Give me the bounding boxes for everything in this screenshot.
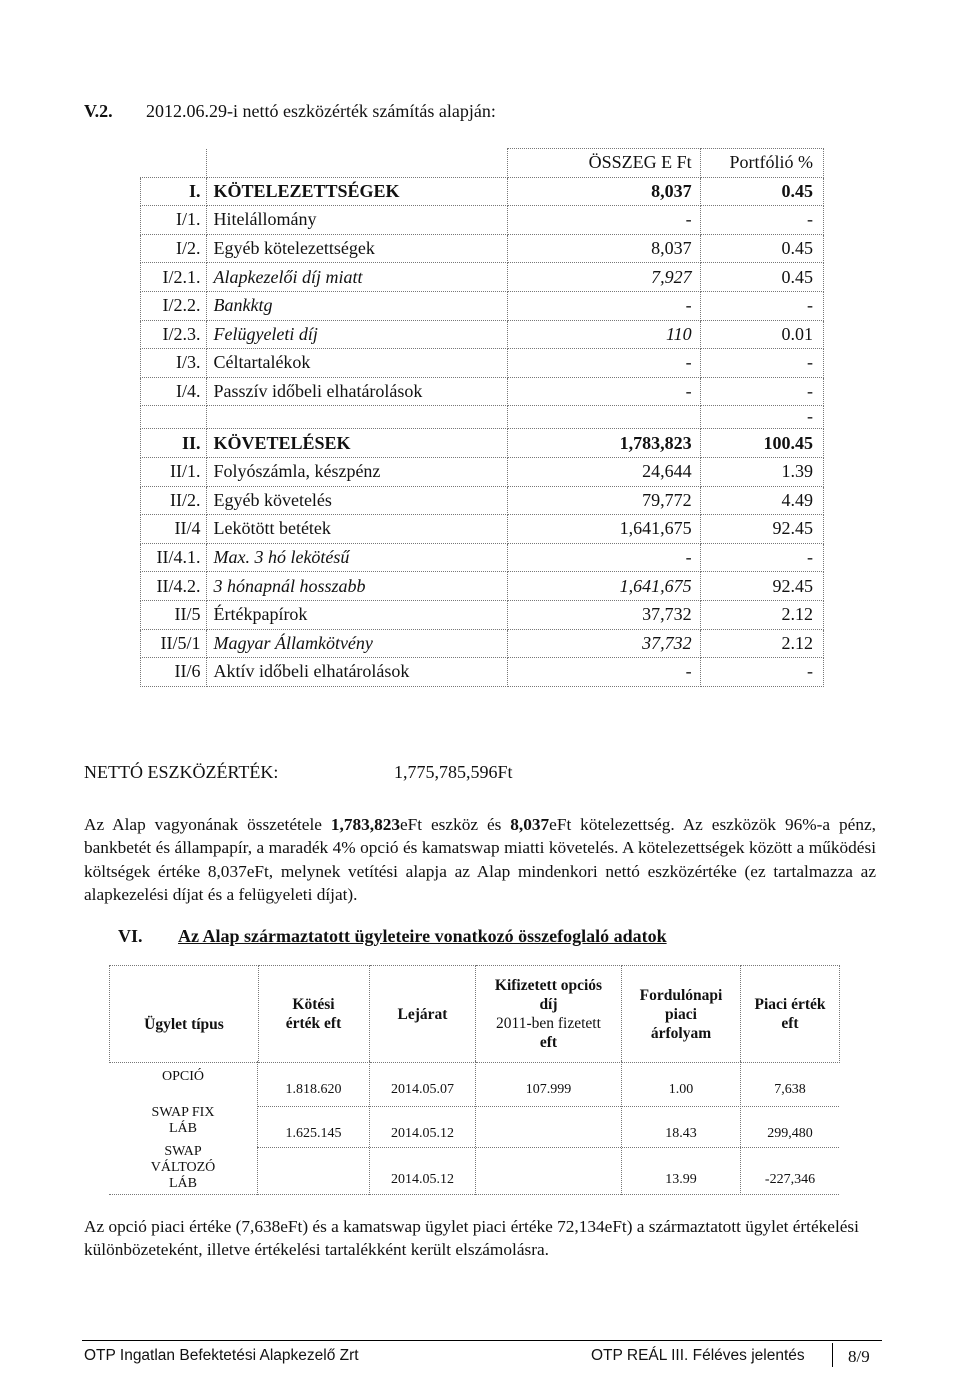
- row-portfolio-pct: 0.01: [700, 320, 823, 349]
- footer-divider: [82, 1340, 882, 1341]
- row-label: Hitelállomány: [207, 206, 507, 235]
- row-rate: 1.00: [668, 1082, 694, 1097]
- row-market-value: -227,346: [764, 1172, 816, 1187]
- row-portfolio-pct: -: [700, 291, 823, 320]
- row-code: II/4.2.: [141, 572, 207, 601]
- row-portfolio-pct: -: [700, 406, 823, 429]
- row-code: I/1.: [141, 206, 207, 235]
- row-label: 3 hónapnál hosszabb: [207, 572, 507, 601]
- col-header-sum: ÖSSZEG E Ft: [507, 149, 700, 178]
- row-code: I/2.: [141, 234, 207, 263]
- table-row: [141, 377, 824, 406]
- table-row: [141, 572, 824, 601]
- net-asset-amount: 1,775,785,596Ft: [394, 762, 513, 782]
- row-label: Folyószámla, készpénz: [207, 457, 507, 486]
- row-code: II/4.1.: [141, 543, 207, 572]
- assets-amount: 1,783,823: [330, 815, 400, 834]
- row-sum: 24,644: [507, 457, 700, 486]
- net-asset-table: [140, 148, 824, 687]
- row-label: [207, 406, 507, 429]
- row-maturity: 2014.05.07: [391, 1082, 454, 1097]
- row-label: Értékpapírok: [207, 600, 507, 629]
- row-label: Magyar Államkötvény: [207, 629, 507, 658]
- row-market-value: 7,638: [774, 1082, 806, 1097]
- row-code: II.: [141, 429, 207, 458]
- row-sum: [507, 406, 700, 429]
- col-header-type: Ügylet típus: [109, 965, 259, 1063]
- row-sum: 8,037: [507, 234, 700, 263]
- valuation-paragraph: Az opció piaci értéke (7,638eFt) és a kamatswap ügylet piaci értéke 72,134eFt) a származtatott ügylet értékelési különbözeteként, illetve értékelési tartalékként került elszámolásra.: [84, 1217, 859, 1259]
- row-code: II/5: [141, 600, 207, 629]
- table-row: [141, 349, 824, 378]
- col-header-premium: Kifizetett opciós díj 2011-ben fizetett eft: [476, 965, 622, 1063]
- section-title: 2012.06.29-i nettó eszközérték számítás alapján:: [146, 101, 496, 121]
- row-type: SWAP VÁLTOZÓ LÁB: [150, 1144, 216, 1191]
- row-sum: -: [507, 543, 700, 572]
- row-label: Alapkezelői díj miatt: [207, 263, 507, 292]
- row-code: II/6: [141, 658, 207, 687]
- row-code: II/5/1: [141, 629, 207, 658]
- table-row: [141, 206, 824, 235]
- row-portfolio-pct: 92.45: [700, 515, 823, 544]
- row-portfolio-pct: 1.39: [700, 457, 823, 486]
- table-row: [141, 234, 824, 263]
- row-portfolio-pct: 2.12: [700, 600, 823, 629]
- row-portfolio-pct: -: [700, 349, 823, 378]
- row-sum: 7,927: [507, 263, 700, 292]
- row-portfolio-pct: 0.45: [700, 263, 823, 292]
- row-sum: -: [507, 206, 700, 235]
- row-code: I/2.3.: [141, 320, 207, 349]
- row-portfolio-pct: -: [700, 377, 823, 406]
- composition-paragraph: Az Alap vagyonának összetétele 1,783,823eFt eszköz és 8,037eFt kötelezettség. Az eszközök 96%-a pénz, bankbetét és állampapír, a maradék 4% opció és kamatswap miatti követelés. A kötelezettségek között a működési költségek értéke 8,037eFt, melynek vetítési alapja az Alap mindenkori nettó eszközértéke (ez tartalmazza az alapkezelési díjat és a felügyeleti díjat).: [84, 815, 876, 904]
- row-label: Céltartalékok: [207, 349, 507, 378]
- row-sum: 8,037: [507, 177, 700, 206]
- table-row: [141, 457, 824, 486]
- table-row: [141, 629, 824, 658]
- row-rate: 18.43: [665, 1126, 697, 1141]
- section-title: Az Alap származtatott ügyleteire vonatkozó összefoglaló adatok: [178, 926, 667, 946]
- row-portfolio-pct: 0.45: [700, 234, 823, 263]
- derivatives-table: [109, 965, 839, 1195]
- row-label: Max. 3 hó lekötésű: [207, 543, 507, 572]
- row-sum: 37,732: [507, 629, 700, 658]
- table-row: [141, 429, 824, 458]
- table-row: [141, 320, 824, 349]
- net-asset-label: NETTÓ ESZKÖZÉRTÉK:: [84, 762, 279, 782]
- col-header-portfolio: Portfólió %: [700, 149, 823, 178]
- row-code: I/2.1.: [141, 263, 207, 292]
- row-portfolio-pct: -: [700, 658, 823, 687]
- net-asset-value: [84, 762, 513, 783]
- row-sum: -: [507, 291, 700, 320]
- table-row: [141, 263, 824, 292]
- row-type: OPCIÓ: [161, 1069, 204, 1084]
- col-header-contract-value: Kötési érték eft: [258, 965, 370, 1063]
- row-label: KÖVETELÉSEK: [207, 429, 507, 458]
- row-portfolio-pct: 4.49: [700, 486, 823, 515]
- table-header-row: [141, 149, 824, 178]
- footer-report-title: OTP REÁL III. Féléves jelentés: [591, 1347, 805, 1364]
- footer-separator: [832, 1343, 833, 1367]
- liabilities-amount: 8,037: [510, 815, 550, 834]
- col-header-maturity: Lejárat: [370, 965, 476, 1063]
- row-sum: 1,641,675: [507, 572, 700, 601]
- row-maturity: 2014.05.12: [391, 1172, 454, 1187]
- row-portfolio-pct: 0.45: [700, 177, 823, 206]
- row-label: KÖTELEZETTSÉGEK: [207, 177, 507, 206]
- row-code: I/2.2.: [141, 291, 207, 320]
- table-row: [141, 406, 824, 429]
- col-header-rate: Fordulónapi piaci árfolyam: [622, 965, 741, 1063]
- table-row: [141, 658, 824, 687]
- row-code: [141, 406, 207, 429]
- row-code: I/3.: [141, 349, 207, 378]
- page-number: 8/9: [848, 1347, 870, 1366]
- row-sum: 1,783,823: [507, 429, 700, 458]
- row-contract-value: 1.818.620: [285, 1082, 342, 1097]
- row-code: II/1.: [141, 457, 207, 486]
- row-label: Egyéb követelés: [207, 486, 507, 515]
- row-label: Felügyeleti díj: [207, 320, 507, 349]
- row-portfolio-pct: -: [700, 543, 823, 572]
- col-header-market-value: Piaci érték eft: [741, 965, 840, 1063]
- section-heading: [118, 926, 667, 947]
- row-portfolio-pct: 2.12: [700, 629, 823, 658]
- row-sum: 1,641,675: [507, 515, 700, 544]
- row-premium: 107.999: [525, 1082, 572, 1097]
- row-label: Bankktg: [207, 291, 507, 320]
- table-row: [141, 543, 824, 572]
- row-rate: 13.99: [665, 1172, 697, 1187]
- table-row: [141, 600, 824, 629]
- section-number: VI.: [118, 926, 143, 946]
- row-sum: -: [507, 349, 700, 378]
- table-row: [141, 486, 824, 515]
- table-row: [141, 177, 824, 206]
- row-sum: -: [507, 658, 700, 687]
- table-row: [141, 291, 824, 320]
- row-sum: 110: [507, 320, 700, 349]
- row-code: I.: [141, 177, 207, 206]
- row-portfolio-pct: 92.45: [700, 572, 823, 601]
- row-maturity: 2014.05.12: [391, 1126, 454, 1141]
- section-heading: [84, 101, 496, 122]
- table-row: [141, 515, 824, 544]
- row-code: II/4: [141, 515, 207, 544]
- row-code: II/2.: [141, 486, 207, 515]
- row-sum: 79,772: [507, 486, 700, 515]
- row-portfolio-pct: 100.45: [700, 429, 823, 458]
- footer-company: OTP Ingatlan Befektetési Alapkezelő Zrt: [84, 1347, 359, 1364]
- row-market-value: 299,480: [767, 1126, 813, 1141]
- section-number: V.2.: [84, 101, 113, 121]
- row-contract-value: 1.625.145: [285, 1126, 342, 1141]
- row-portfolio-pct: -: [700, 206, 823, 235]
- row-label: Passzív időbeli elhatárolások: [207, 377, 507, 406]
- row-code: I/4.: [141, 377, 207, 406]
- row-label: Aktív időbeli elhatárolások: [207, 658, 507, 687]
- row-label: Egyéb kötelezettségek: [207, 234, 507, 263]
- row-label: Lekötött betétek: [207, 515, 507, 544]
- row-sum: 37,732: [507, 600, 700, 629]
- row-type: SWAP FIX LÁB: [151, 1105, 215, 1136]
- row-sum: -: [507, 377, 700, 406]
